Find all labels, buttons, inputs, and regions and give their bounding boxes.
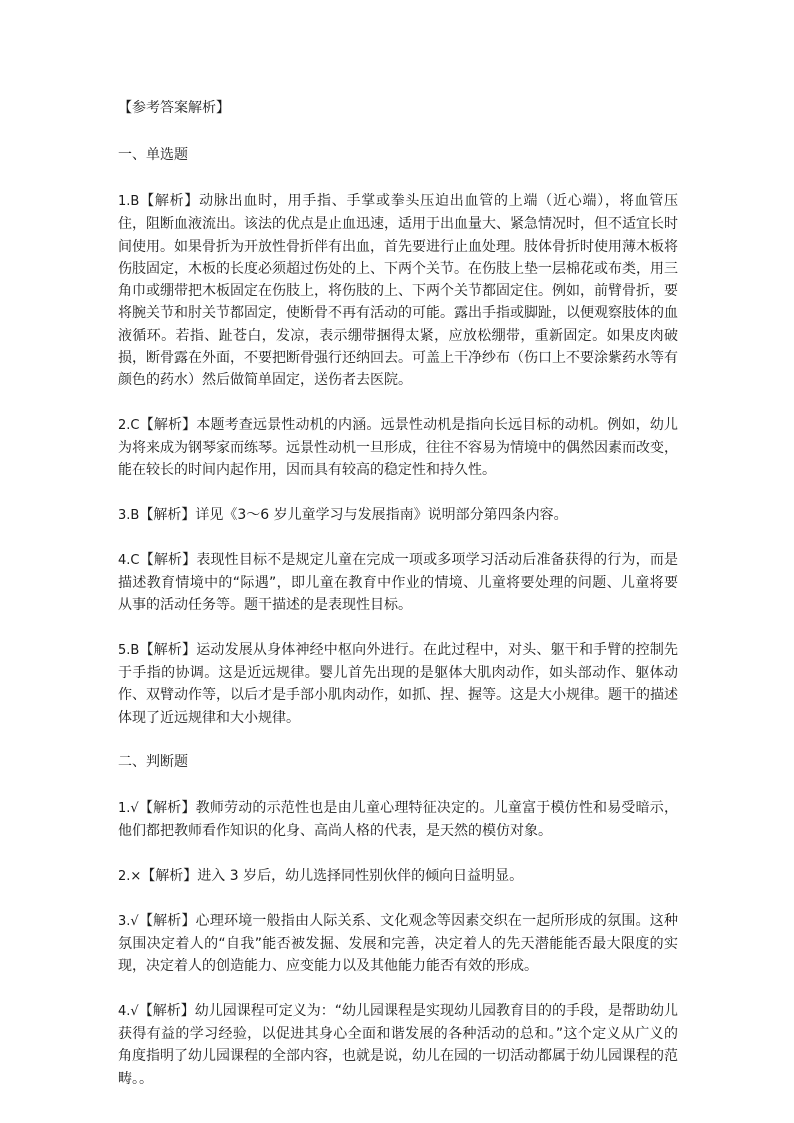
answer-item	[118, 639, 678, 729]
analysis-tag: 【解析】	[139, 641, 197, 658]
answer-number: 2.C	[118, 417, 140, 433]
answer-item	[118, 504, 678, 527]
analysis-tag: 【解析】	[138, 799, 196, 816]
analysis-text: 心理环境一般指由人际关系、文化观念等因素交织在一起所形成的氛围。这种氛围决定着人的“自我”能否被发掘、发展和完善，决定着人的先天潜能能否最大限度的实现，决定着人的创造能力、应变能力以及其他能力能否有效的形成。	[118, 912, 679, 975]
analysis-text: 详见《3～6 岁儿童学习与发展指南》说明部分第四条内容。	[195, 506, 568, 523]
answer-number: 2.×	[118, 868, 142, 884]
answer-item	[118, 797, 678, 843]
answer-number: 5.B	[118, 642, 140, 658]
answer-number: 3.√	[118, 913, 139, 929]
answer-item	[118, 549, 678, 617]
analysis-text: 幼儿园课程可定义为：“幼儿园课程是实现幼儿园教育目的的手段，是帮助幼儿获得有益的学习经验，以促进其身心全面和谐发展的各种活动的总和。”这个定义从广义的角度指明了幼儿园课程的全部内容，也就是说，幼儿在园的一切活动都属于幼儿园课程的范畴。。	[118, 1002, 678, 1087]
section-heading-single-choice: 一、单选题	[118, 147, 188, 163]
section-heading-true-false: 二、判断题	[118, 753, 188, 770]
analysis-text: 运动发展从身体神经中枢向外进行。在此过程中，对头、躯干和手臂的控制先于手指的协调。这是近远规律。婴儿首先出现的是躯体大肌肉动作，如头部动作、躯体动作、双臂动作等，以后才是手部小肌肉动作，如抓、捏、握等。这是大小规律。题干的描述体现了近远规律和大小规律。	[118, 641, 679, 726]
answer-number: 4.C	[118, 552, 140, 568]
answer-item	[118, 1000, 678, 1090]
answer-item	[118, 190, 678, 392]
answer-number: 1.√	[118, 800, 139, 816]
analysis-tag: 【解析】	[138, 912, 196, 929]
analysis-text: 教师劳动的示范性也是由儿童心理特征决定的。儿童富于模仿性和易受暗示，他们都把教师看作知识的化身、高尚人格的代表，是天然的模仿对象。	[118, 799, 679, 840]
answer-item	[118, 910, 678, 978]
answer-number: 4.√	[118, 1003, 139, 1019]
analysis-text: 本题考查远景性动机的内涵。远景性动机是指向长远目标的动机。例如，幼儿为将来成为钢琴家而练琴。远景性动机一旦形成，往往不容易为情境中的偶然因素而改变，能在较长的时间内起作用，因而具有较高的稳定性和持久性。	[118, 416, 678, 479]
answer-number: 1.B	[118, 194, 140, 209]
analysis-tag: 【解析】	[139, 551, 197, 568]
analysis-tag: 【解析】	[139, 506, 196, 523]
analysis-tag: 【解析】	[138, 1002, 195, 1019]
analysis-tag: 【解析】	[139, 193, 200, 209]
analysis-text: 动脉出血时，用手指、手掌或拳头压迫出血管的上端（近心端），将血管压住，阻断血液流出。该法的优点是止血迅速，适用于出血量大、紧急情况时，但不适宜长时间使用。如果骨折为开放性骨折伴有出血，首先要进行止血处理。肢体骨折时使用薄木板将伤肢固定，木板的长度必须超过伤处的上、下两个关节。在伤肢上垫一层棉花或布类，用三角巾或绷带把木板固定在伤肢上，将伤肢的上、下两个关节都固定住。例如，前臂骨折，要将腕关节和肘关节都固定，使断骨不再有活动的可能。露出手指或脚趾，以便观察肢体的血液循环。若指、趾苍白，发凉，表示绷带捆得太紧，应放松绷带，重新固定。如果皮肉破损，断骨露在外面，不要把断骨强行还纳回去。可盖上干净纱布（伤口上不要涂紫药水等有颜色的药水）然后做简单固定，送伤者去医院。	[118, 193, 679, 389]
document-page	[118, 97, 678, 1112]
answer-number: 3.B	[118, 507, 140, 523]
answer-item	[118, 865, 678, 888]
answer-item	[118, 414, 678, 482]
analysis-text: 进入 3 岁后，幼儿选择同性别伙伴的倾向日益明显。	[197, 867, 524, 884]
analysis-tag: 【解析】	[139, 416, 197, 433]
document-title: 【参考答案解析】	[118, 100, 230, 116]
analysis-tag: 【解析】	[141, 867, 198, 884]
analysis-text: 表现性目标不是规定儿童在完成一项或多项学习活动后准备获得的行为，而是描述教育情境中的“际遇”，即儿童在教育中作业的情境、儿童将要处理的问题、儿童将要从事的活动任务等。题干描述的是表现性目标。	[118, 551, 678, 614]
